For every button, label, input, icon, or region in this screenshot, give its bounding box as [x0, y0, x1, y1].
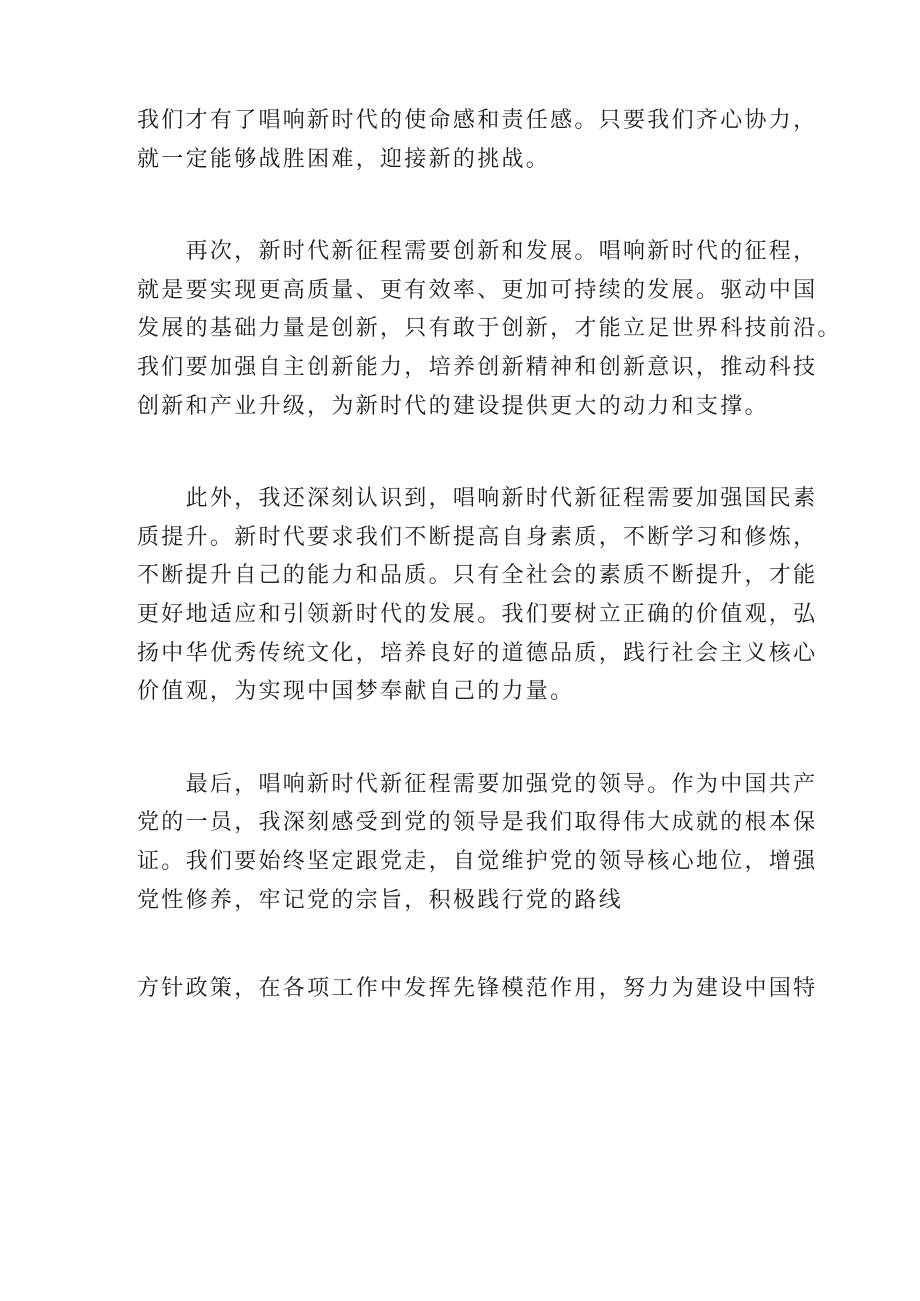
paragraph-spacer — [137, 426, 817, 480]
paragraph-spacer — [137, 712, 817, 766]
text-line: 方针政策，在各项工作中发挥先锋模范作用，努力为建设中国特 — [137, 976, 818, 1002]
text-line: 质提升。新时代要求我们不断提高自身素质，不断学习和修炼， — [137, 524, 818, 550]
text-line: 证。我们要始终坚定跟党走，自觉维护党的领导核心地位，增强 — [137, 848, 818, 874]
text-line: 价值观，为实现中国梦奉献自己的力量。 — [137, 679, 575, 705]
document-body — [137, 102, 842, 1009]
text-line: 最后，唱响新时代新征程需要加强党的领导。作为中国共产 — [137, 771, 818, 797]
text-line: 我们才有了唱响新时代的使命感和责任感。只要我们齐心协力， — [137, 108, 818, 133]
paragraph-3 — [137, 480, 817, 712]
text-line: 不断提升自己的能力和品质。只有全社会的素质不断提升，才能 — [137, 563, 818, 589]
paragraph-1 — [137, 102, 817, 179]
text-line: 我们要加强自主创新能力，培养创新精神和创新意识，推动科技 — [137, 354, 818, 380]
paragraph-5 — [137, 970, 817, 1009]
text-line: 更好地适应和引领新时代的发展。我们要树立正确的价值观，弘 — [137, 601, 818, 627]
text-line: 党性修养，牢记党的宗旨，积极践行党的路线 — [137, 887, 624, 913]
paragraph-spacer — [137, 179, 817, 233]
text-line: 扬中华优秀传统文化，培养良好的道德品质，践行社会主义核心 — [137, 640, 818, 666]
text-line: 就是要实现更高质量、更有效率、更加可持续的发展。驱动中国 — [137, 277, 818, 303]
paragraph-spacer — [137, 920, 817, 970]
text-line: 再次，新时代新征程需要创新和发展。唱响新时代的征程， — [137, 239, 818, 265]
text-line: 发展的基础力量是创新，只有敢于创新，才能立足世界科技前沿。 — [137, 316, 842, 342]
text-line: 就一定能够战胜困难，迎接新的挑战。 — [137, 146, 551, 172]
paragraph-2 — [137, 233, 842, 426]
text-line: 创新和产业升级，为新时代的建设提供更大的动力和支撑。 — [137, 393, 769, 419]
text-line: 此外，我还深刻认识到，唱响新时代新征程需要加强国民素 — [137, 486, 818, 512]
text-line: 党的一员，我深刻感受到党的领导是我们取得伟大成就的根本保 — [137, 810, 818, 836]
paragraph-4 — [137, 766, 817, 920]
